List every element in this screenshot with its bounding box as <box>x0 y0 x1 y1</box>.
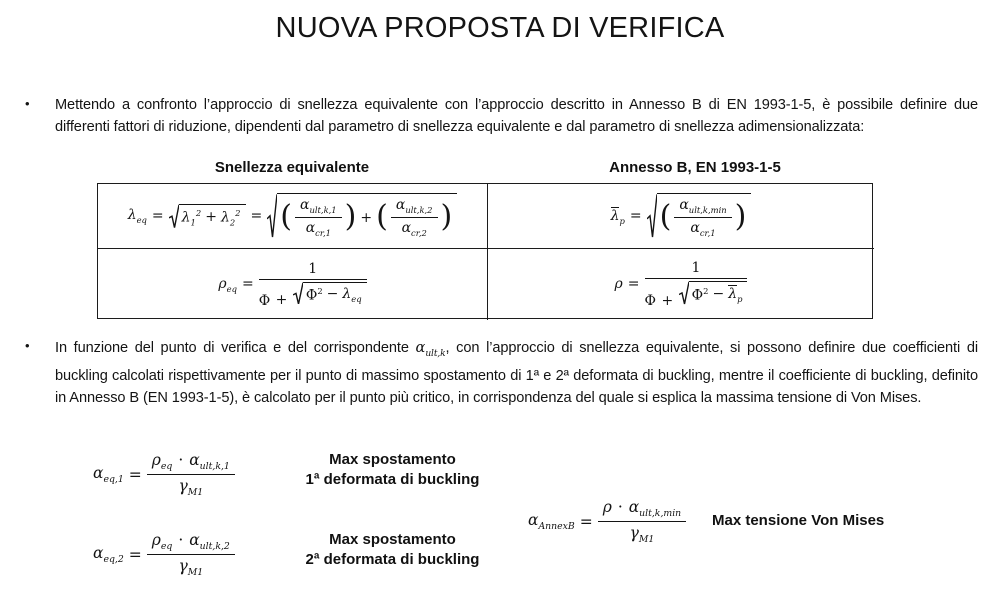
formula-alpha-eq1 <box>93 451 235 498</box>
equals-sign: = <box>250 208 263 224</box>
cdot-sign: · <box>178 531 184 549</box>
formula-table <box>97 183 873 319</box>
frac-alpha-eq1 <box>147 451 235 498</box>
sym-alpha-ultkmin: $\alpha_{ult,k,min}$ <box>628 498 682 520</box>
cdot-sign: · <box>178 451 184 469</box>
sym-phi-squared: $\Phi^2$ <box>691 285 709 304</box>
right-paren: ) <box>734 199 747 235</box>
sqrt-phi-lambda-p <box>679 281 748 305</box>
sym-gamma-m1: $\gamma_{M1}$ <box>178 557 204 579</box>
table-header-annesso-b: Annesso B, EN 1993-1-5 <box>609 159 781 176</box>
sym-phi: Φ <box>644 292 656 309</box>
formula-rho <box>615 260 748 309</box>
label-max-spostamento-2 <box>295 530 490 570</box>
sym-alpha-ultk2: $\alpha_{ult,k,2}$ <box>189 531 230 553</box>
radical-icon <box>679 281 689 305</box>
equals-sign: = <box>151 208 164 224</box>
sym-rho-eq: $\rho_{eq}$ <box>151 451 173 473</box>
label-line: Max spostamento <box>329 451 456 468</box>
numerator-one: 1 <box>645 260 748 279</box>
sym-rho: ρ <box>602 498 612 516</box>
sym-rho-eq: $\rho_{eq}$ <box>151 531 173 553</box>
sqrt-lambda-sum <box>169 204 246 228</box>
sym-alpha-ultk1: $\alpha_{ult,k,1}$ <box>189 451 230 473</box>
sym-phi: Φ <box>258 292 271 309</box>
sym-rho-eq: $\rho_{eq}$ <box>218 275 237 294</box>
label-line: Max spostamento <box>329 531 456 548</box>
inline-math-alpha-ultk: $\alpha_{ult,k}$ <box>415 339 446 359</box>
equals-sign: = <box>241 276 254 293</box>
sym-lambda-eq: $\lambda_{eq}$ <box>342 285 362 304</box>
sym-lambda1-sq: $\lambda_1^2$ <box>181 207 202 228</box>
paragraph-1-text: Mettendo a confronto l’approccio di snellezza equivalente con l’approccio descritto in Annesso B di EN 1993-1-5, è possibile definire due differenti fattori di riduzione, dipendenti dal parametro di snellezza equivalente e dal parametro di snellezza adimensionalizzata: <box>55 97 978 135</box>
numerator-one: 1 <box>259 261 367 280</box>
cdot-sign: · <box>617 498 623 516</box>
paragraph-2-post: , con l’approccio di snellezza equivalente, si possono definire due coefficienti di buckling calcolati rispettivamente per il punto di massimo spostamento di 1ª e 2ª deformata di buckling, mentre il coefficiente di buckling, definito in Annesso B (EN 1993-1-5), è calcolato per il punto più critico, in corrispondenza del quale si esplica la massima tensione di Von Mises. <box>55 340 978 406</box>
label-line: 1ª deformata di buckling <box>305 471 480 488</box>
sym-phi-squared: $\Phi^2$ <box>305 285 323 304</box>
frac-alpha-annexb <box>598 498 686 545</box>
equals-sign: = <box>627 276 640 293</box>
minus-sign: − <box>326 286 339 303</box>
frac-rho-eq <box>259 261 367 309</box>
frac-alpha-ult1-cr1: $\frac{\alpha_{ult,k,1}}{\alpha_{cr,1}}$ <box>295 197 342 238</box>
plus-sign: + <box>661 292 674 309</box>
sqrt-alpha-min-ratio <box>647 193 752 239</box>
sym-lambda-p-bar: $\lambda_p$ <box>610 207 625 226</box>
sym-gamma-m1: $\gamma_{M1}$ <box>178 477 204 499</box>
sym-gamma-m1: $\gamma_{M1}$ <box>629 524 655 546</box>
equals-sign: = <box>128 545 142 564</box>
paragraph-2-pre: In funzione del punto di verifica e del corrispondente <box>55 340 416 356</box>
frac-alpha-ult2-cr2: $\frac{\alpha_{ult,k,2}}{\alpha_{cr,2}}$ <box>391 197 438 238</box>
sqrt-alpha-ratios <box>267 193 457 239</box>
plus-sign: + <box>360 209 373 226</box>
sym-lambda-eq: $\lambda_{eq}$ <box>127 207 147 225</box>
sqrt-phi-lambda-eq <box>293 282 367 305</box>
equals-sign: = <box>128 465 142 484</box>
formula-alpha-eq2 <box>93 531 235 578</box>
cell-lambda-eq <box>98 184 488 249</box>
sym-alpha-annexb: $\alpha_{AnnexB}$ <box>528 511 575 533</box>
label-line: 2ª deformata di buckling <box>305 551 480 568</box>
label-max-tensione-von-mises: Max tensione Von Mises <box>712 512 885 529</box>
bullet-marker: • <box>25 338 30 353</box>
formula-alpha-annexb <box>528 498 686 545</box>
paragraph-2-text <box>55 337 978 409</box>
left-paren: ( <box>376 199 388 235</box>
right-paren: ) <box>344 199 357 235</box>
minus-sign: − <box>712 286 725 303</box>
sym-alpha-eq1: $\alpha_{eq,1}$ <box>93 464 124 486</box>
sym-alpha-eq2: $\alpha_{eq,2}$ <box>93 544 124 566</box>
label-max-spostamento-1 <box>295 450 490 490</box>
equals-sign: = <box>579 512 593 531</box>
right-paren: ) <box>440 199 453 235</box>
sym-rho: ρ <box>614 276 623 293</box>
cell-rho <box>488 249 874 320</box>
cell-rho-eq <box>98 249 488 320</box>
bullet-paragraph-1 <box>22 95 978 139</box>
table-header-snellezza: Snellezza equivalente <box>214 159 370 176</box>
cell-lambda-p <box>488 184 874 249</box>
frac-alpha-ultmin-cr1: $\frac{\alpha_{ult,k,min}}{\alpha_{cr,1}}$ <box>674 197 731 238</box>
equals-sign: = <box>629 208 642 224</box>
frac-alpha-eq2 <box>147 531 235 578</box>
radical-icon <box>267 193 277 239</box>
sym-lambda2-sq: $\lambda_2^2$ <box>220 207 241 228</box>
slide-title: NUOVA PROPOSTA DI VERIFICA <box>275 12 725 44</box>
formula-lambda-eq <box>128 193 458 239</box>
left-paren: ( <box>280 199 292 235</box>
formula-lambda-p <box>611 193 752 239</box>
radical-icon <box>647 193 657 239</box>
frac-rho <box>645 260 748 309</box>
bullet-paragraph-2 <box>22 337 978 409</box>
sym-lambda-p-bar: $\lambda_p$ <box>728 286 743 304</box>
left-paren: ( <box>659 199 672 235</box>
radical-icon <box>293 282 303 305</box>
formula-rho-eq <box>218 261 366 309</box>
plus-sign: + <box>205 209 217 226</box>
bullet-marker: • <box>25 96 30 111</box>
plus-sign: + <box>275 292 288 309</box>
radical-icon <box>169 204 179 228</box>
